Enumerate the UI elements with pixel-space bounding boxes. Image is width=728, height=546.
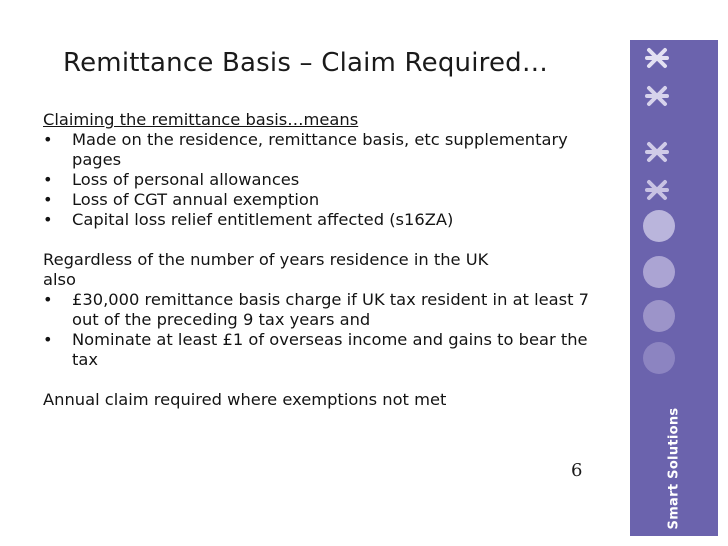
list-item (43, 190, 603, 210)
bullet-text: Loss of CGT annual exemption (72, 190, 320, 209)
bullet-text: Made on the residence, remittance basis, etc supplementary pages (72, 130, 568, 169)
bullet-text: Loss of personal allowances (72, 170, 300, 189)
page-number: 6 (571, 460, 583, 481)
paragraph: Regardless of the number of years residence in the UK (43, 250, 489, 269)
bullet-marker: • (43, 290, 53, 309)
brand-logo (630, 400, 718, 536)
star-icon (647, 182, 667, 198)
list-item (43, 210, 603, 230)
bullet-list-1 (43, 130, 603, 230)
bullet-marker: • (43, 330, 53, 349)
closing-line: Annual claim required where exemptions not met (43, 390, 447, 409)
list-item (43, 130, 603, 170)
bullet-text: £30,000 remittance basis charge if UK tax resident in at least 7 out of the preceding 9 tax years and (72, 290, 590, 329)
bullet-list-2 (43, 290, 603, 370)
star-icon (647, 88, 667, 104)
circle-icon (643, 342, 675, 374)
bullet-marker: • (43, 170, 53, 189)
list-item (43, 330, 603, 370)
bullet-marker: • (43, 210, 53, 229)
spacer (43, 370, 603, 390)
bullet-text: Capital loss relief entitlement affected (s16ZA) (72, 210, 454, 229)
slide-title: Remittance Basis – Claim Required… (63, 48, 549, 78)
slide-body (43, 110, 603, 410)
list-item (43, 290, 603, 330)
section-heading: Claiming the remittance basis…means (43, 110, 359, 129)
circle-icon (643, 300, 675, 332)
star-icon (647, 50, 667, 66)
circle-icon (643, 256, 675, 288)
bullet-marker: • (43, 130, 53, 149)
circle-icon (643, 210, 675, 242)
bullet-text: Nominate at least £1 of overseas income and gains to bear the tax (72, 330, 588, 369)
brand-text: Smart Solutions (666, 407, 682, 529)
bullet-marker: • (43, 190, 53, 209)
paragraph: also (43, 270, 76, 289)
spacer (43, 230, 603, 250)
list-item (43, 170, 603, 190)
star-icon (647, 144, 667, 160)
